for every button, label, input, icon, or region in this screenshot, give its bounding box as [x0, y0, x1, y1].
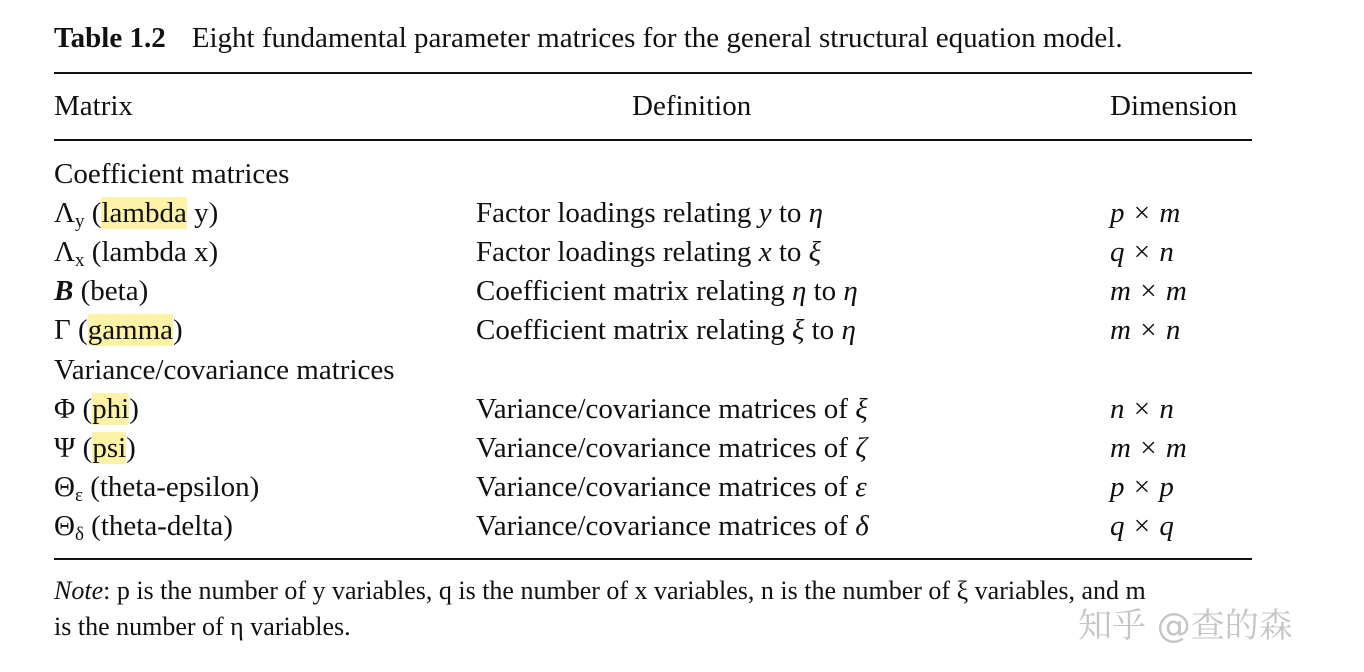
definition-text: Variance/covariance matrices of — [476, 471, 856, 503]
definition-var-b: η — [808, 197, 824, 229]
dimension-cell — [1110, 390, 1174, 429]
definition-mid: to — [804, 314, 842, 346]
matrix-name: y) — [186, 197, 219, 229]
watermark: 知乎 @查的森 — [1078, 606, 1293, 646]
table-row — [0, 468, 1364, 507]
definition-cell — [476, 507, 869, 546]
matrix-cell: Γ (gamma) — [54, 314, 183, 346]
section-row-variance — [0, 351, 1364, 390]
matrix-cell: $\Theta_\varepsilon$ (theta-epsilon) — [54, 471, 260, 506]
dimension-cell — [1110, 507, 1174, 546]
dimension-rows: m — [1110, 314, 1131, 346]
note-label: Note — [54, 576, 104, 605]
matrix-symbol: Λ — [54, 197, 76, 229]
definition-text: Factor loadings relating — [476, 197, 759, 229]
dimension-cell — [1110, 311, 1180, 350]
definition-cell — [476, 272, 858, 311]
dimension-cols: n — [1165, 314, 1181, 346]
table-row — [0, 194, 1364, 233]
definition-cell — [476, 390, 868, 429]
times-symbol: × — [1132, 432, 1164, 464]
definition-text: Coefficient matrix relating — [476, 314, 792, 346]
definition-mid: to — [806, 275, 844, 307]
matrix-name-highlight: lambda — [101, 197, 187, 229]
matrix-cell: Φ (phi) — [54, 393, 139, 425]
matrix-cell: Ψ (psi) — [54, 432, 136, 464]
section-row-coefficient — [0, 155, 1364, 194]
definition-var-a: ζ — [855, 432, 867, 464]
times-symbol: × — [1132, 314, 1164, 346]
matrix-name-highlight: phi — [92, 393, 130, 425]
definition-var-a: ξ — [791, 314, 805, 346]
dimension-cell — [1110, 233, 1174, 272]
header-rule — [54, 139, 1252, 141]
definition-cell — [476, 429, 867, 468]
table-caption — [54, 22, 1123, 55]
matrix-name-highlight: gamma — [87, 314, 174, 346]
definition-var-b: η — [843, 275, 858, 307]
matrix-name-highlight: psi — [92, 432, 127, 464]
matrix-cell: B (beta) — [54, 275, 149, 307]
matrix-symbol: Θ — [54, 471, 75, 503]
dimension-cols: m — [1165, 275, 1187, 307]
dimension-rows: q — [1110, 236, 1125, 268]
definition-var-a: x — [758, 236, 772, 268]
definition-var-a: y — [758, 197, 772, 229]
matrix-cell: $\Lambda_x$ (lambda x) — [54, 236, 219, 271]
definition-cell — [476, 468, 867, 507]
dimension-rows: m — [1110, 275, 1131, 307]
definition-text: Variance/covariance matrices of — [476, 393, 856, 425]
dimension-rows: m — [1110, 432, 1131, 464]
dimension-cell — [1110, 194, 1180, 233]
definition-var-a: ξ — [855, 393, 868, 425]
dimension-rows: n — [1110, 393, 1125, 425]
table-row — [0, 390, 1364, 429]
bottom-rule — [54, 558, 1252, 560]
definition-text: Coefficient matrix relating — [476, 275, 792, 307]
definition-var-a: δ — [855, 510, 869, 542]
times-symbol: × — [1126, 471, 1158, 503]
matrix-symbol: Γ — [54, 314, 71, 346]
table-row — [0, 311, 1364, 350]
table-row — [0, 429, 1364, 468]
definition-cell — [476, 311, 856, 350]
matrix-name: ) — [129, 393, 139, 425]
matrix-name: ) — [173, 314, 183, 346]
header-dimension: Dimension — [1110, 90, 1238, 122]
header-definition: Definition — [632, 90, 752, 122]
definition-text: Factor loadings relating — [476, 236, 759, 268]
times-symbol: × — [1126, 510, 1158, 542]
matrix-name: ) — [126, 432, 136, 464]
note-text-1: : p is the number of y variables, q is the number of x variables, n is the number of ξ variables, and m — [103, 576, 1146, 605]
times-symbol: × — [1126, 393, 1158, 425]
definition-var-a: ε — [855, 471, 867, 503]
dimension-cols: p — [1159, 471, 1174, 503]
matrix-symbol: Ψ — [54, 432, 76, 464]
dimension-cell — [1110, 272, 1187, 311]
dimension-cols: q — [1159, 510, 1174, 542]
header-matrix: Matrix — [54, 90, 133, 122]
matrix-subscript: y — [75, 211, 85, 232]
table-row — [0, 272, 1364, 311]
matrix-subscript: x — [75, 250, 85, 271]
section-coefficient: Coefficient matrices — [54, 158, 290, 190]
table-number: Table 1.2 — [54, 22, 166, 54]
definition-cell — [476, 233, 821, 272]
definition-text: Variance/covariance matrices of — [476, 432, 856, 464]
table-row — [0, 233, 1364, 272]
dimension-cell — [1110, 429, 1187, 468]
matrix-subscript: ε — [74, 485, 83, 506]
definition-mid: to — [771, 197, 809, 229]
matrix-cell: $\Theta_\delta$ (theta-delta) — [54, 510, 233, 545]
matrix-symbol: B — [54, 275, 74, 307]
matrix-symbol: Θ — [54, 510, 75, 542]
matrix-cell: $\Lambda_y$ (lambda y) — [54, 197, 219, 232]
top-rule — [54, 72, 1252, 74]
dimension-cols: m — [1165, 432, 1187, 464]
dimension-cols: n — [1159, 393, 1174, 425]
note-line-2: is the number of η variables. — [54, 612, 351, 641]
caption-text: Eight fundamental parameter matrices for the general structural equation model. — [191, 22, 1123, 54]
dimension-cols: n — [1159, 236, 1174, 268]
table-row — [0, 507, 1364, 546]
matrix-name: theta-epsilon) — [99, 471, 260, 503]
definition-text: Variance/covariance matrices of — [476, 510, 856, 542]
dimension-rows: p — [1110, 471, 1125, 503]
dimension-rows: q — [1110, 510, 1125, 542]
section-variance: Variance/covariance matrices — [54, 354, 395, 386]
matrix-name: beta) — [90, 275, 149, 307]
times-symbol: × — [1126, 236, 1158, 268]
matrix-symbol: Φ — [54, 393, 76, 425]
times-symbol: × — [1126, 197, 1158, 229]
definition-var-b: ξ — [808, 236, 822, 268]
matrix-name: theta-delta) — [100, 510, 233, 542]
dimension-cell — [1110, 468, 1174, 507]
times-symbol: × — [1132, 275, 1164, 307]
matrix-subscript: δ — [74, 524, 84, 545]
dimension-cols: m — [1159, 197, 1181, 229]
dimension-rows: p — [1110, 197, 1125, 229]
matrix-symbol: Λ — [54, 236, 76, 268]
definition-var-b: η — [841, 314, 856, 346]
definition-mid: to — [771, 236, 809, 268]
definition-cell — [476, 194, 823, 233]
matrix-name: lambda x) — [101, 236, 219, 268]
definition-var-a: η — [791, 275, 807, 307]
